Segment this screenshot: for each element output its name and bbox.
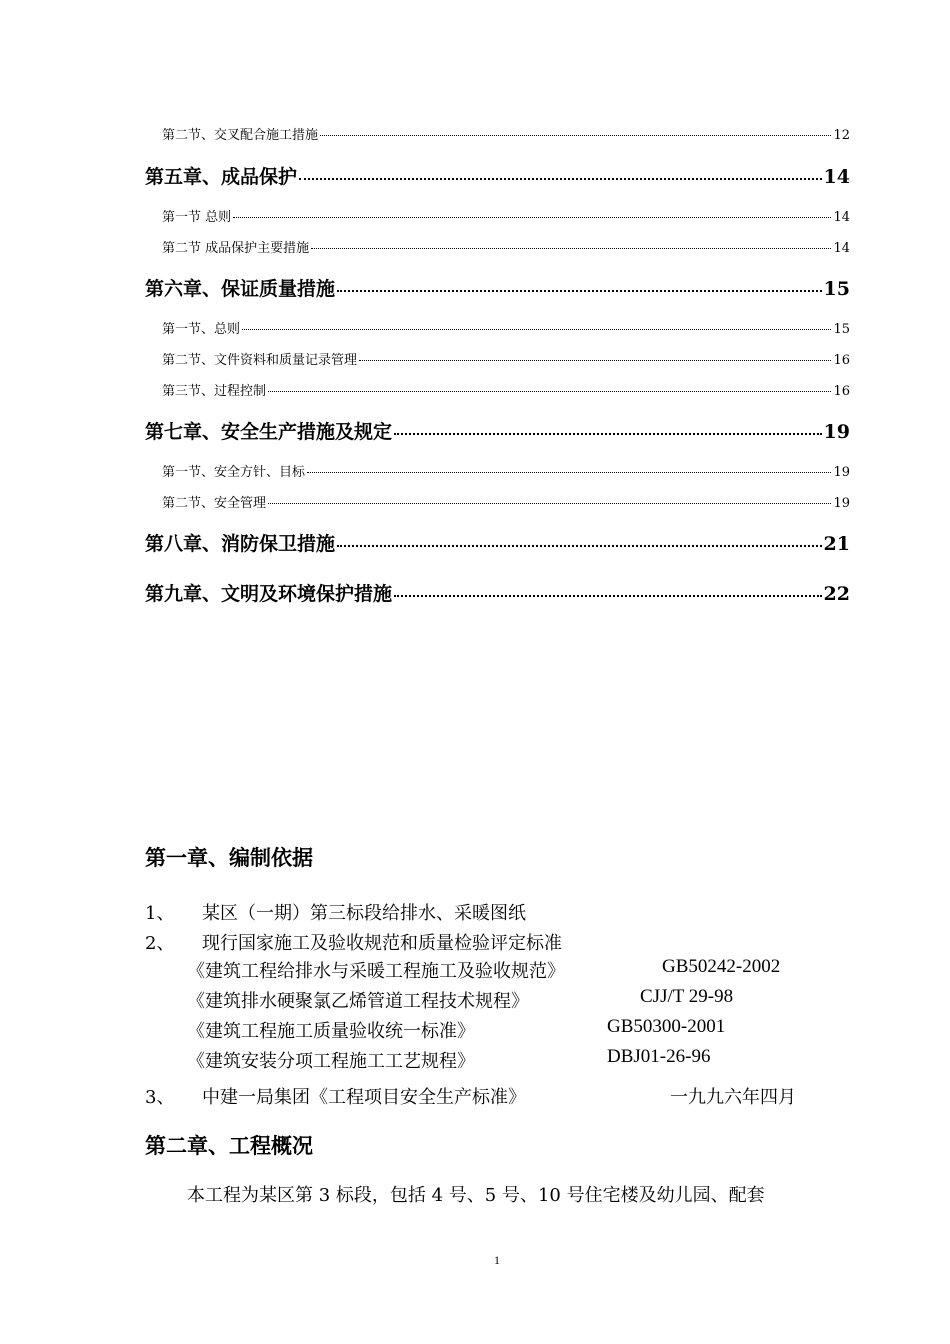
toc-chapter-entry[interactable] [145,417,850,445]
toc-chapter-entry[interactable] [145,579,850,607]
toc-page: 16 [833,353,850,368]
toc-entry[interactable] [162,380,850,400]
standard-code: CJJ/T 29-98 [640,986,734,1007]
toc-entry[interactable] [162,349,850,369]
toc-chapter-entry[interactable] [145,162,850,190]
toc-title: 第六章、保证质量措施 [145,278,336,300]
toc-leader [307,472,831,473]
toc-title: 第二节 成品保护主要措施 [162,241,310,256]
toc-leader [394,595,822,597]
toc-title: 第三节、过程控制 [162,384,267,399]
toc-title: 第一节、安全方针、目标 [162,465,306,480]
toc-page: 22 [823,583,850,605]
toc-title: 第二节、安全管理 [162,496,267,511]
toc-leader [268,391,831,392]
standard-name: 《建筑安装分项工程施工工艺规程》 [187,1051,475,1072]
toc-title: 第七章、安全生产措施及规定 [145,421,393,443]
list-number: 3、 [145,1087,175,1108]
toc-entry[interactable] [162,124,850,144]
toc-title: 第九章、文明及环境保护措施 [145,583,393,605]
list-number: 1、 [145,903,175,924]
standard-code: DBJ01-26-96 [607,1046,711,1067]
toc-page: 15 [833,322,850,337]
list-item-date: 一九九六年四月 [670,1087,796,1108]
toc-leader [337,545,822,547]
toc-page: 16 [833,384,850,399]
toc-leader [394,433,822,435]
standard-name: 《建筑工程施工质量验收统一标准》 [187,1021,475,1042]
standard-name: 《建筑排水硬聚氯乙烯管道工程技术规程》 [187,991,529,1012]
toc-title: 第五章、成品保护 [145,166,298,188]
toc-page: 14 [833,241,850,256]
toc-leader [320,135,831,136]
toc-page: 19 [823,421,850,443]
body-paragraph: 本工程为某区第 3 标段，包括 4 号、5 号、10 号住宅楼及幼儿园、配套 [187,1185,765,1206]
toc-leader [359,360,831,361]
toc-leader [268,503,831,504]
toc-leader [242,329,831,330]
toc-page: 15 [823,278,850,300]
toc-page: 14 [833,210,850,225]
toc-title: 第一节 总则 [162,210,232,225]
toc-entry[interactable] [162,461,850,481]
chapter-2-heading: 第二章、工程概况 [145,1133,313,1158]
toc-page: 19 [833,496,850,511]
toc-leader [337,290,822,292]
list-item-text: 中建一局集团《工程项目安全生产标准》 [202,1087,526,1108]
toc-page: 14 [823,166,850,188]
list-number: 2、 [145,933,175,954]
toc-chapter-entry[interactable] [145,529,850,557]
page-number: 1 [494,1253,500,1267]
toc-title: 第一节、总则 [162,322,241,337]
toc-title: 第八章、消防保卫措施 [145,533,336,555]
toc-page: 21 [823,533,850,555]
toc-leader [311,248,831,249]
list-item-text: 某区（一期）第三标段给排水、采暖图纸 [202,903,526,924]
toc-page: 19 [833,465,850,480]
toc-title: 第二节、文件资料和质量记录管理 [162,353,358,368]
list-item-text: 现行国家施工及验收规范和质量检验评定标准 [202,933,562,954]
chapter-1-heading: 第一章、编制依据 [145,845,313,870]
toc-chapter-entry[interactable] [145,274,850,302]
toc-page: 12 [833,128,850,143]
toc-entry[interactable] [162,492,850,512]
toc-leader [233,217,831,218]
standard-code: GB50300-2001 [607,1016,726,1037]
toc-entry[interactable] [162,206,850,226]
toc-entry[interactable] [162,318,850,338]
toc-entry[interactable] [162,237,850,257]
toc-title: 第二节、交叉配合施工措施 [162,128,319,143]
standard-name: 《建筑工程给排水与采暖工程施工及验收规范》 [187,961,565,982]
standard-code: GB50242-2002 [662,956,781,977]
toc-leader [299,178,822,180]
